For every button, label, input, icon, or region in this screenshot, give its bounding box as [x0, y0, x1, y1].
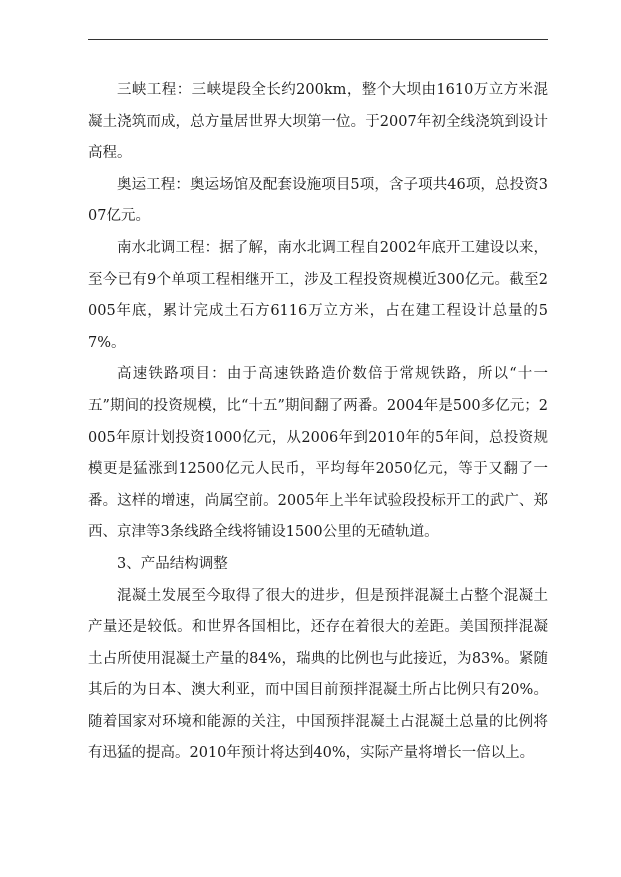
paragraph-south-north-water: 南水北调工程：据了解，南水北调工程自2002年底开工建设以来，至今已有9个单项工程相继开工，涉及工程投资规模近300亿元。截至2005年底，累计完成土石方6116万立方米，占在建工程设计总量的57%。 [88, 239, 548, 351]
paragraph-olympics: 奥运工程：奥运场馆及配套设施项目5项，含子项共46项，总投资307亿元。 [88, 176, 548, 225]
document-body [88, 75, 548, 770]
section-heading: 3、产品结构调整 [117, 555, 228, 572]
paragraph-three-gorges: 三峡工程：三峡堤段全长约200km，整个大坝由1610万立方米混凝土浇筑而成，总方量居世界大坝第一位。于2007年初全线浇筑到设计高程。 [88, 82, 548, 162]
paragraph-high-speed-rail: 高速铁路项目：由于高速铁路造价数倍于常规铁路，所以“十一五”期间的投资规模，比“十五”期间翻了两番。2004年是500多亿元；2005年原计划投资1000亿元，从2006年到2010年的5年间，总投资规模更是猛涨到12500亿元人民币，平均每年2050亿元，等于又翻了一番。这样的增速，尚属空前。2005年上半年试验段投标开工的武广、郑西、京津等3条线路全线将铺设1500公里的无碴轨道。 [88, 366, 548, 541]
paragraph-product-structure: 混凝土发展至今取得了很大的进步，但是预拌混凝土占整个混凝土产量还是较低。和世界各国相比，还存在着很大的差距。美国预拌混凝土占所使用混凝土产量的84%，瑞典的比例也与此接近，为83%。紧随其后的为日本、澳大利亚，而中国目前预拌混凝土所占比例只有20%。随着国家对环境和能源的关注，中国预拌混凝土占混凝土总量的比例将有迅猛的提高。2010年预计将达到40%，实际产量将增长一倍以上。 [88, 587, 548, 762]
header-rule [88, 39, 548, 40]
